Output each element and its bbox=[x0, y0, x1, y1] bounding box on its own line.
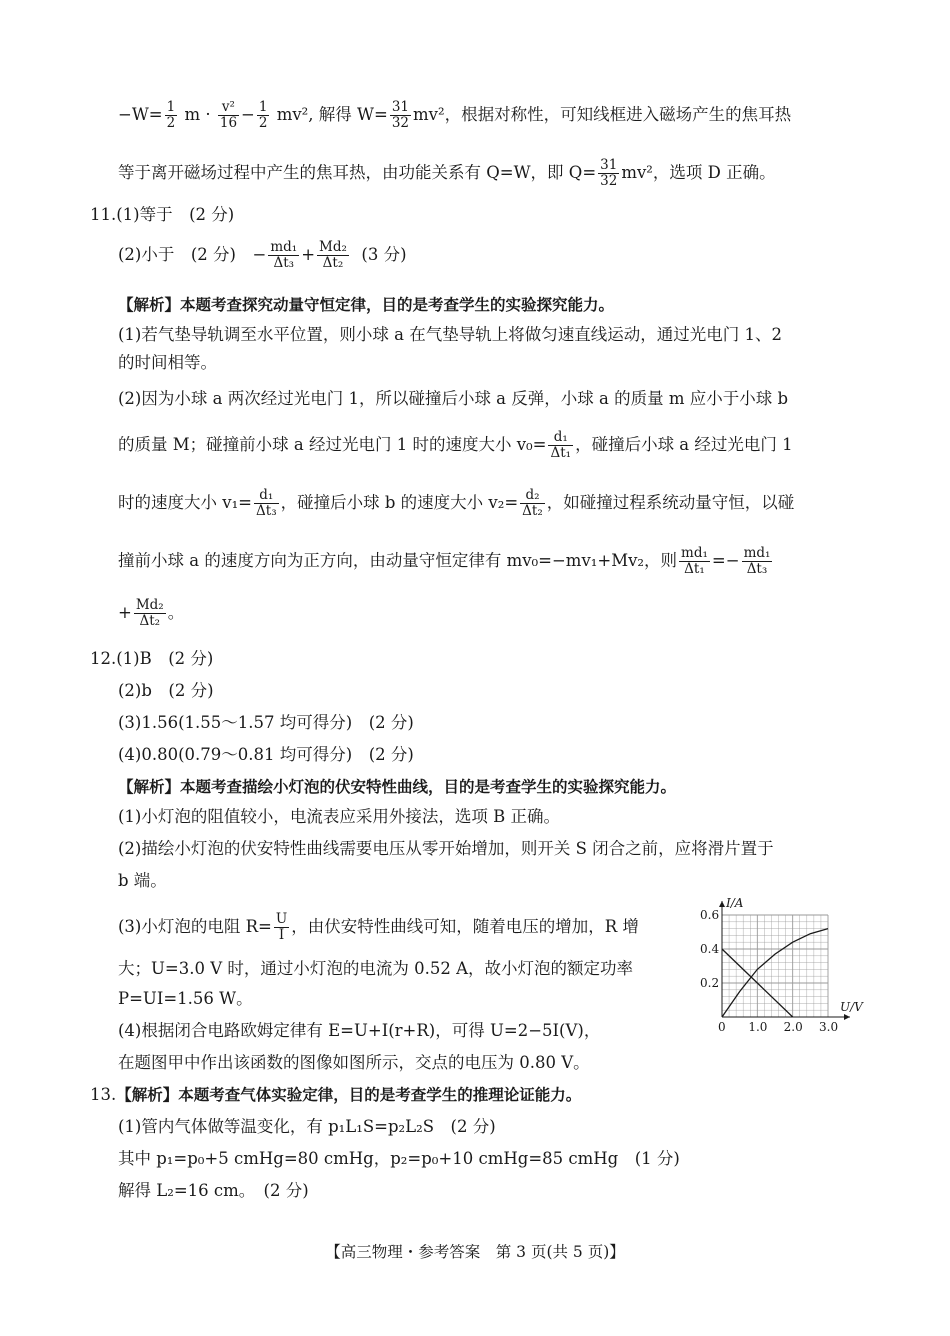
q11-part1: 11.(1)等于 (2 分) bbox=[90, 205, 235, 224]
q12-analysis-5: P=UI=1.56 W。 bbox=[118, 989, 253, 1008]
y-tick-label: 0.2 bbox=[700, 976, 720, 990]
q11-analysis-2: (2)因为小球 a 两次经过光电门 1，所以碰撞后小球 a 反弹，小球 a 的质量 m 应小于小球 b bbox=[118, 389, 789, 408]
fraction: $\frac{\text{d₁}}{\text{Δt₁}}$ bbox=[550, 429, 572, 461]
y-axis-label: I/A bbox=[726, 896, 744, 910]
q12-analysis-6: (4)根据闭合电路欧姆定律有 E=U+I(r+R)，可得 U=2−5I(V)， bbox=[118, 1021, 601, 1040]
q11-part2 bbox=[118, 240, 407, 271]
fraction: $\frac{\text{d₂}}{\text{Δt₂}}$ bbox=[522, 487, 543, 519]
q12-part3: (3)1.56(1.55～1.57 均可得分) (2 分) bbox=[118, 713, 414, 732]
text: −W= bbox=[118, 105, 163, 124]
iu-characteristic-chart bbox=[700, 895, 870, 1045]
page-footer: 【高三物理・参考答案 第 3 页(共 5 页)】 bbox=[325, 1243, 625, 1261]
fraction: $\frac{U}{I}$ bbox=[275, 911, 288, 943]
x-tick-label: 2.0 bbox=[783, 1020, 803, 1034]
intro-line-2 bbox=[118, 158, 776, 189]
q13-analysis-heading: 【解析】本题考查气体实验定律，目的是考查学生的推理论证能力。 bbox=[116, 1086, 582, 1104]
text: (3)小灯泡的电阻 R= bbox=[118, 917, 272, 936]
y-tick-label: 0.6 bbox=[700, 908, 720, 922]
x-tick-label: 3.0 bbox=[819, 1020, 839, 1034]
q12-analysis-3 bbox=[118, 912, 639, 943]
y-axis-arrow bbox=[719, 901, 725, 907]
q11-analysis-6 bbox=[118, 598, 184, 629]
fraction: $\frac{\text{Md₂}}{\text{Δt₂}}$ bbox=[135, 597, 164, 629]
text: mv², 解得 W= bbox=[271, 105, 388, 124]
x-axis-label: U/V bbox=[840, 1000, 863, 1014]
x-axis-arrow bbox=[844, 1014, 850, 1020]
fraction: $\frac{31}{32}$ bbox=[600, 157, 618, 189]
text: ，碰撞后小球 b 的速度大小 v₂= bbox=[280, 493, 519, 512]
q12-part4: (4)0.80(0.79～0.81 均可得分) (2 分) bbox=[118, 745, 414, 764]
q13-heading bbox=[90, 1084, 581, 1106]
q13-analysis-3: 解得 L₂=16 cm。 (2 分) bbox=[118, 1181, 309, 1200]
text: 等于离开磁场过程中产生的焦耳热，由功能关系有 Q=W，即 Q= bbox=[118, 163, 597, 182]
text: − bbox=[241, 105, 255, 124]
text: ，碰撞后小球 a 经过光电门 1 bbox=[575, 435, 793, 454]
fraction: $\frac{\text{d₁}}{\text{Δt₃}}$ bbox=[256, 487, 277, 519]
q11-analysis-1b: 的时间相等。 bbox=[118, 353, 217, 372]
q12-analysis-2: (2)描绘小灯泡的伏安特性曲线需要电压从零开始增加，则开关 S 闭合之前，应将滑片置于 bbox=[118, 839, 774, 858]
fraction: $\frac{\text{md₁}}{\text{Δt₃}}$ bbox=[743, 545, 771, 577]
text: mv²，选项 D 正确。 bbox=[621, 163, 776, 182]
q12-analysis-heading: 【解析】本题考查描绘小灯泡的伏安特性曲线，目的是考查学生的实验探究能力。 bbox=[118, 778, 677, 796]
text: 。 bbox=[167, 603, 185, 622]
text: + bbox=[301, 245, 316, 264]
q11-analysis-1: (1)若气垫导轨调至水平位置，则小球 a 在气垫导轨上将做匀速直线运动，通过光电门 1、2 bbox=[118, 325, 782, 344]
text: + bbox=[118, 603, 132, 622]
q12-analysis-4: 大；U=3.0 V 时，通过小灯泡的电流为 0.52 A，故小灯泡的额定功率 bbox=[118, 959, 634, 978]
q12-analysis-2b: b 端。 bbox=[118, 871, 167, 890]
q11-analysis-heading: 【解析】本题考查探究动量守恒定律，目的是考查学生的实验探究能力。 bbox=[118, 296, 615, 314]
fraction: $\frac{\text{v²}}{16}$ bbox=[219, 99, 238, 131]
fraction: $\frac{31}{32}$ bbox=[391, 99, 410, 131]
x-tick-label: 1.0 bbox=[748, 1020, 768, 1034]
text: (2)小于 (2 分) − bbox=[118, 245, 267, 264]
text: ，如碰撞过程系统动量守恒，以碰 bbox=[546, 493, 795, 512]
q11-analysis-4 bbox=[118, 488, 794, 519]
text: =− bbox=[711, 551, 740, 570]
x-tick-label: 0 bbox=[718, 1020, 726, 1034]
fraction: $\frac{\text{md₁}}{\text{Δt₁}}$ bbox=[681, 545, 708, 577]
q12-analysis-1: (1)小灯泡的阻值较小，电流表应采用外接法，选项 B 正确。 bbox=[118, 807, 560, 826]
q11-analysis-3 bbox=[118, 430, 793, 461]
intro-line-1 bbox=[118, 100, 791, 131]
q13-analysis-2: 其中 p₁=p₀+5 cmHg=80 cmHg，p₂=p₀+10 cmHg=85 cmHg (1 分) bbox=[118, 1149, 680, 1168]
text: 的质量 M；碰撞前小球 a 经过光电门 1 时的速度大小 v₀= bbox=[118, 435, 547, 454]
q12-part2: (2)b (2 分) bbox=[118, 681, 214, 700]
text: m · bbox=[179, 105, 216, 124]
text: (3 分) bbox=[361, 245, 407, 264]
fraction: $\frac{1}{2}$ bbox=[166, 99, 176, 131]
text: mv²，根据对称性，可知线框进入磁场产生的焦耳热 bbox=[413, 105, 792, 124]
iu-curve bbox=[722, 929, 828, 1017]
fraction: $\frac{\text{Md₂}}{\text{Δt₂}}$ bbox=[319, 239, 347, 271]
q11-analysis-5 bbox=[118, 546, 774, 577]
q12-part1: 12.(1)B (2 分) bbox=[90, 649, 214, 668]
q12-analysis-7: 在题图甲中作出该函数的图像如图所示，交点的电压为 0.80 V。 bbox=[118, 1053, 590, 1072]
fraction: $\frac{1}{2}$ bbox=[258, 99, 268, 131]
fraction: $\frac{\text{md₁}}{\text{Δt₃}}$ bbox=[270, 239, 298, 271]
text: 时的速度大小 v₁= bbox=[118, 493, 253, 512]
y-tick-label: 0.4 bbox=[700, 942, 720, 956]
text: ，由伏安特性曲线可知，随着电压的增加，R 增 bbox=[291, 917, 639, 936]
q13-analysis-1: (1)管内气体做等温变化，有 p₁L₁S=p₂L₂S (2 分) bbox=[118, 1117, 496, 1136]
question-number: 13. bbox=[90, 1085, 117, 1104]
text: 撞前小球 a 的速度方向为正方向，由动量守恒定律有 mv₀=−mv₁+Mv₂，则 bbox=[118, 551, 678, 570]
